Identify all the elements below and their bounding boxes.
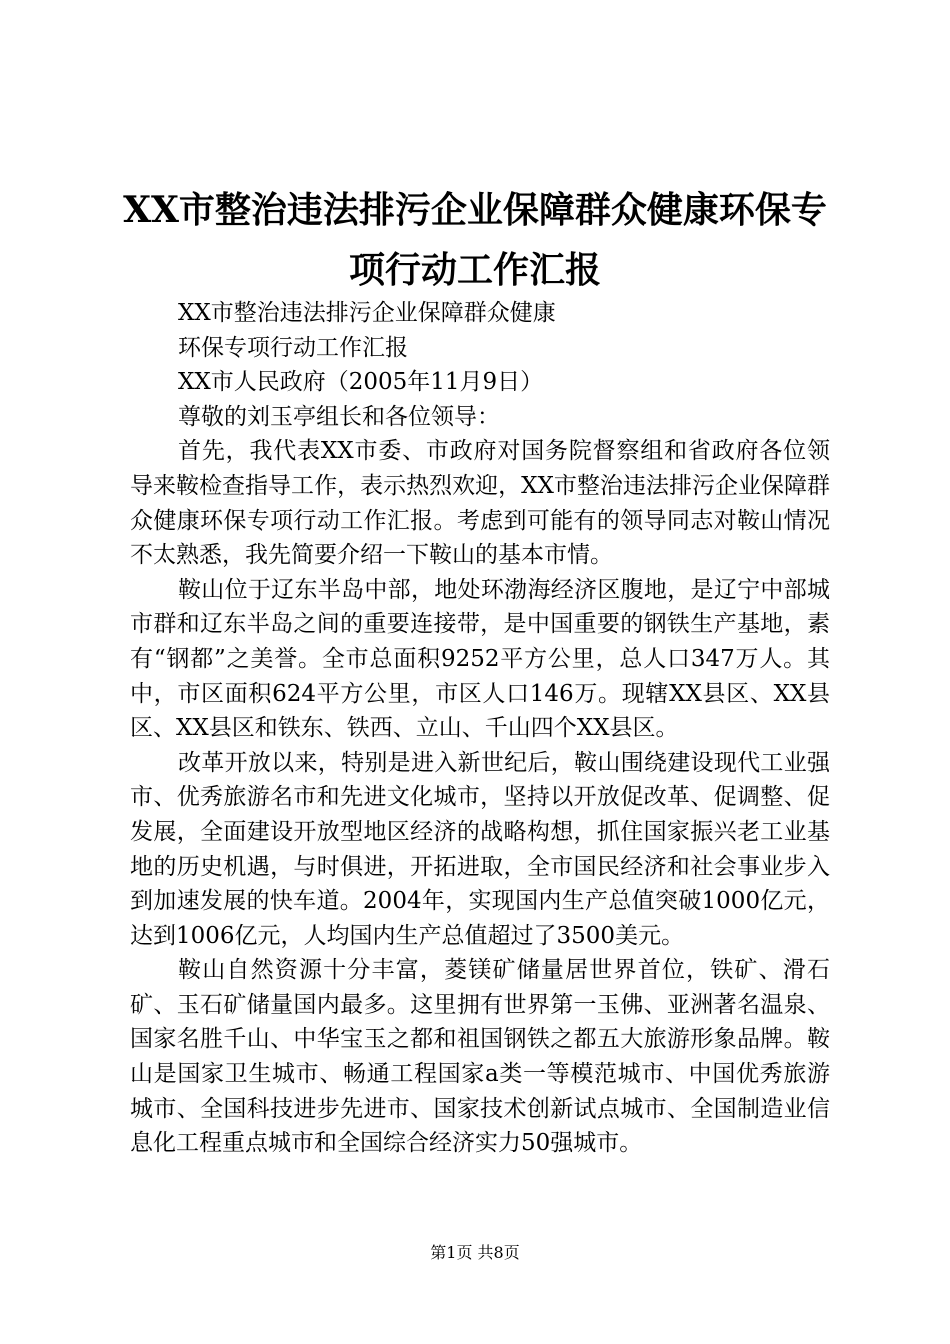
document-title-line-2: 项行动工作汇报 bbox=[348, 249, 601, 291]
salutation: 尊敬的刘玉亭组长和各位领导： bbox=[178, 403, 500, 430]
subtitle-line-2: 环保专项行动工作汇报 bbox=[178, 334, 408, 361]
subtitle-line-1: XX市整治违法排污企业保障群众健康 bbox=[178, 300, 556, 326]
paragraph: 鞍山自然资源十分丰富，菱镁矿储量居世界首位，铁矿、滑石矿、玉石矿储量国内最多。这里拥有世界第一玉佛、亚洲著名温泉、国家名胜千山、中华宝玉之都和祖国钢铁之都五大旅游形象品牌。鞍山是国家卫生城市、畅通工程国家a类一等模范城市、中国优秀旅游城市、全国科技进步先进市、国家技术创新试点城市、全国制造业信息化工程重点城市和全国综合经济实力50强城市。 bbox=[130, 957, 830, 1157]
document-body bbox=[130, 296, 830, 1161]
document-title-line-1: XX市整治违法排污企业保障群众健康环保专 bbox=[123, 189, 827, 231]
paragraph: 改革开放以来，特别是进入新世纪后，鞍山围绕建设现代工业强市、优秀旅游名市和先进文化城市，坚持以开放促改革、促调整、促发展，全面建设开放型地区经济的战略构想，抓住国家振兴老工业基地的历史机遇，与时俱进，开拓进取，全市国民经济和社会事业步入到加速发展的快车道。2004年，实现国内生产总值突破1000亿元，达到1006亿元，人均国内生产总值超过了3500美元。 bbox=[130, 749, 830, 949]
paragraph: 首先，我代表XX市委、市政府对国务院督察组和省政府各位领导来鞍检查指导工作，表示热烈欢迎，XX市整治违法排污企业保障群众健康环保专项行动工作汇报。考虑到可能有的领导同志对鞍山情况不太熟悉，我先简要介绍一下鞍山的基本市情。 bbox=[130, 438, 830, 569]
page-footer: 第1页 共8页 bbox=[430, 1243, 520, 1262]
paragraph: 鞍山位于辽东半岛中部，地处环渤海经济区腹地，是辽宁中部城市群和辽东半岛之间的重要连接带，是中国重要的钢铁生产基地，素有“钢都”之美誉。全市总面积9252平方公里，总人口347万人。其中，市区面积624平方公里，市区人口146万。现辖XX县区、XX县区、XX县区和铁东、铁西、立山、千山四个XX县区。 bbox=[130, 576, 830, 742]
issuer-date-line: XX市人民政府（2005年11月9日） bbox=[178, 369, 544, 396]
